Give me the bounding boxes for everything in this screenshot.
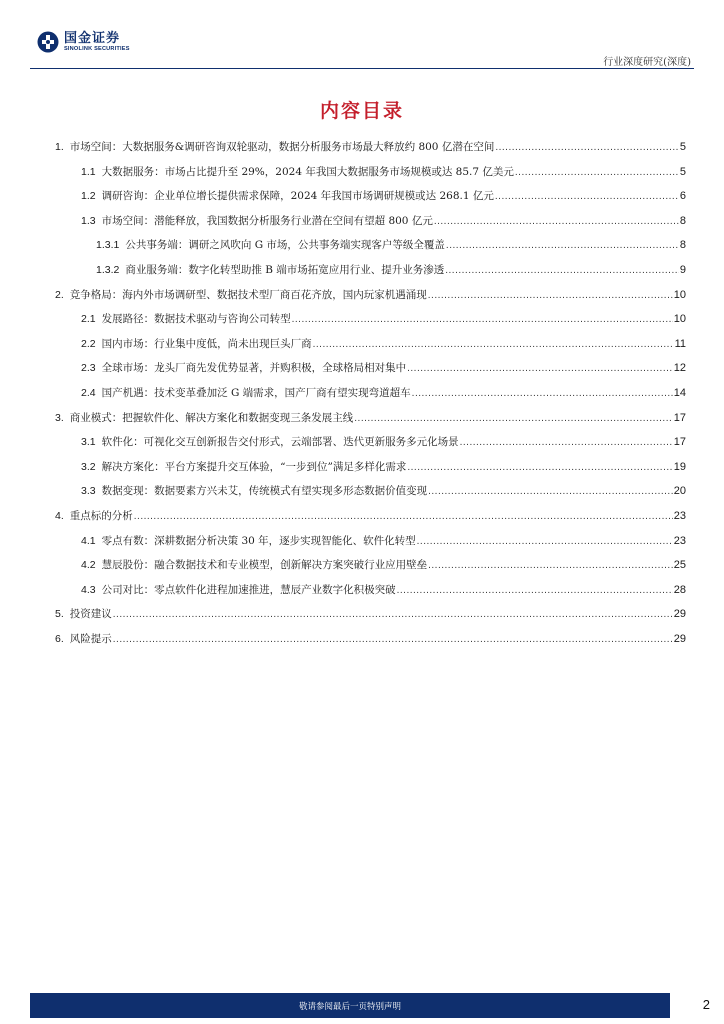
toc-entry-page: 19	[673, 460, 686, 473]
toc-entry-number: 3.1	[81, 436, 96, 449]
toc-entry-page: 10	[673, 288, 686, 301]
toc-title: 内容目录	[319, 100, 404, 122]
toc-entry-text: 全球市场：龙头厂商先发优势显著，并购积极，全球格局相对集中	[101, 362, 407, 375]
toc-entry-text: 调研咨询：企业单位增长提供需求保障，2024 年我国市场调研规模或达 268.1 亿元	[101, 190, 494, 203]
toc-entry-text: 数据变现：数据要素方兴未艾，传统模式有望实现多形态数据价值变现	[101, 485, 428, 498]
toc-entry-label	[55, 631, 112, 646]
toc-entry-text: 解决方案化：平台方案提升交互体验，“一步到位”满足多样化需求	[101, 460, 407, 473]
toc-entry[interactable]	[55, 287, 686, 303]
toc-dot-leader	[113, 634, 673, 645]
toc-entry-text: 软件化：可视化交互创新报告交付形式，云端部署、迭代更新服务多元化场景	[101, 436, 459, 449]
toc-entry[interactable]	[55, 631, 686, 647]
toc-entry-page: 28	[673, 583, 686, 596]
toc-dot-leader	[397, 585, 673, 596]
toc-entry-label	[96, 237, 445, 252]
toc-entry-label	[81, 360, 406, 375]
toc-entry[interactable]	[55, 139, 686, 155]
toc-entry[interactable]	[81, 434, 686, 450]
toc-entry-page: 5	[679, 141, 686, 153]
company-logo	[37, 31, 130, 53]
toc-entry-text: 风险提示	[69, 633, 112, 645]
toc-entry-text: 慧辰股份：融合数据技术和专业模型，创新解决方案突破行业应用壁垒	[101, 559, 428, 572]
toc-entry-number: 1.	[55, 141, 64, 153]
header-divider	[30, 68, 694, 69]
toc-dot-leader	[417, 536, 673, 547]
toc-entry-text: 商业服务端：数字化转型助推 B 端市场拓宽应用行业、提升业务渗透	[125, 264, 445, 276]
toc-entry[interactable]	[81, 459, 686, 475]
toc-entry-page: 25	[673, 559, 686, 572]
toc-entry-number: 1.1	[81, 165, 96, 178]
toc-entry[interactable]	[81, 188, 686, 204]
toc-entry-text: 发展路径：数据技术驱动与咨询公司转型	[101, 313, 291, 326]
toc-entry[interactable]	[81, 385, 686, 401]
toc-entry[interactable]	[55, 508, 686, 524]
toc-entry[interactable]	[81, 582, 686, 598]
toc-entry-number: 2.	[55, 288, 64, 301]
toc-entry-label	[55, 287, 427, 302]
toc-entry[interactable]	[55, 606, 686, 622]
toc-entry-label	[81, 533, 416, 548]
toc-entry-page: 9	[679, 264, 686, 276]
toc-entry-text: 竞争格局：海内外市场调研型、数据技术型厂商百花齐放，国内玩家机遇涌现	[69, 288, 427, 301]
toc-entry-number: 3.3	[81, 485, 96, 498]
toc-entry-number: 2.2	[81, 337, 96, 350]
toc-entry-label	[81, 385, 411, 400]
toc-entry-page: 8	[679, 239, 686, 252]
toc-entry[interactable]	[96, 237, 686, 253]
toc-entry-page: 12	[673, 362, 686, 375]
toc-entry-label	[55, 410, 353, 425]
toc-dot-leader	[446, 240, 679, 251]
toc-entry-label	[81, 434, 459, 449]
toc-dot-leader	[495, 191, 679, 202]
toc-entry-label	[81, 311, 291, 326]
footer-disclaimer: 敬请参阅最后一页特别声明	[298, 1002, 401, 1012]
toc-entry[interactable]	[81, 336, 686, 352]
toc-entry[interactable]	[81, 360, 686, 376]
toc-entry-label	[81, 213, 433, 228]
toc-entry-label	[96, 262, 444, 277]
toc-entry-text: 公共事务端：调研之风吹向 G 市场，公共事务端实现客户等级全覆盖	[125, 239, 445, 252]
toc-entry-number: 4.1	[81, 534, 96, 547]
toc-entry-label	[81, 188, 494, 203]
toc-entry-page: 17	[673, 436, 686, 449]
toc-dot-leader	[134, 511, 673, 522]
toc-entry-label	[55, 139, 494, 154]
toc-entry-page: 5	[679, 165, 686, 178]
toc-entry-label	[55, 606, 112, 621]
logo-name-cn: 国金证券	[64, 30, 121, 46]
toc-entry-page: 11	[674, 337, 686, 350]
report-type-label: 行业深度研究(深度)	[603, 57, 691, 68]
toc-entry-number: 1.2	[81, 190, 96, 203]
toc-entry-number: 1.3	[81, 214, 96, 227]
toc-entry-number: 5.	[55, 608, 64, 621]
toc-entry-number: 6.	[55, 633, 64, 645]
toc-dot-leader	[407, 363, 673, 374]
toc-entry-label	[81, 557, 427, 572]
sinolink-logo-icon	[37, 31, 59, 53]
toc-entry-page: 6	[679, 190, 686, 203]
toc-entry-page: 29	[673, 608, 686, 621]
toc-entry-label	[81, 164, 514, 179]
toc-dot-leader	[292, 314, 673, 325]
toc-dot-leader	[428, 486, 673, 497]
toc-entry[interactable]	[81, 483, 686, 499]
page-number: 2	[702, 997, 710, 1012]
toc-dot-leader	[445, 265, 679, 276]
toc-entry-page: 8	[679, 214, 686, 227]
toc-entry-page: 20	[673, 485, 686, 498]
toc-entry[interactable]	[55, 410, 686, 426]
toc-entry-text: 重点标的分析	[69, 510, 133, 522]
toc-entry-number: 1.3.1	[96, 239, 120, 252]
toc-entry-number: 3.	[55, 411, 64, 424]
toc-entry-number: 2.3	[81, 362, 96, 375]
toc-entry-page: 14	[673, 387, 686, 399]
toc-entry-text: 国内市场：行业集中度低，尚未出现巨头厂商	[101, 337, 312, 350]
toc-entry-label	[81, 483, 427, 498]
toc-entry-number: 2.1	[81, 313, 96, 326]
logo-name-en: SINOLINK SECURITIES	[64, 45, 130, 52]
toc-dot-leader	[113, 609, 673, 620]
toc-entry[interactable]	[81, 557, 686, 573]
toc-entry-number: 2.4	[81, 387, 96, 399]
toc-dot-leader	[515, 167, 679, 178]
toc-entry-label	[81, 582, 396, 597]
toc-dot-leader	[407, 462, 672, 473]
toc-entry-page: 29	[673, 633, 686, 645]
toc-entry-page: 17	[673, 411, 686, 424]
toc-entry-text: 投资建议	[69, 608, 112, 621]
toc-entry-number: 4.2	[81, 559, 96, 572]
toc-entry-text: 公司对比：零点软件化进程加速推进，慧辰产业数字化积极突破	[101, 583, 396, 596]
toc-entry-page: 23	[673, 510, 686, 522]
toc-entry-text: 商业模式：把握软件化、解决方案化和数据变现三条发展主线	[69, 411, 354, 424]
toc-entry-text: 大数据服务：市场占比提升至 29%，2024 年我国大数据服务市场规模或达 85.7 亿美元	[101, 165, 514, 178]
toc-entry[interactable]	[81, 213, 686, 229]
toc-entry-number: 1.3.2	[96, 264, 120, 276]
toc-entry-label	[81, 336, 312, 351]
toc-dot-leader	[412, 388, 673, 399]
toc-entry[interactable]	[81, 533, 686, 549]
toc-entry-label	[81, 459, 406, 474]
toc-dot-leader	[354, 413, 672, 424]
toc-dot-leader	[428, 560, 673, 571]
toc-entry-page: 23	[673, 534, 686, 547]
toc-entry-number: 4.3	[81, 583, 96, 596]
toc-entry-text: 市场空间：潜能释放，我国数据分析服务行业潜在空间有望超 800 亿元	[101, 214, 433, 227]
toc-dot-leader	[460, 437, 673, 448]
toc-dot-leader	[428, 290, 673, 301]
toc-entry-text: 市场空间：大数据服务&调研咨询双轮驱动，数据分析服务市场最大释放约 800 亿潜在空间	[69, 141, 495, 153]
toc-entry-label	[55, 508, 133, 523]
toc-dot-leader	[434, 216, 679, 227]
toc-dot-leader	[313, 339, 674, 350]
toc-entry-text: 零点有数：深耕数据分析决策 30 年，逐步实现智能化、软件化转型	[101, 534, 416, 547]
toc-entry-number: 4.	[55, 510, 64, 522]
toc-dot-leader	[495, 142, 679, 153]
toc-entry[interactable]	[96, 262, 686, 278]
toc-entry-number: 3.2	[81, 460, 96, 473]
toc-entry[interactable]	[81, 164, 686, 180]
toc-entry[interactable]	[81, 311, 686, 327]
toc-entry-text: 国产机遇：技术变革叠加泛 G 端需求，国产厂商有望实现弯道超车	[101, 387, 411, 399]
toc-entry-page: 10	[673, 313, 686, 326]
